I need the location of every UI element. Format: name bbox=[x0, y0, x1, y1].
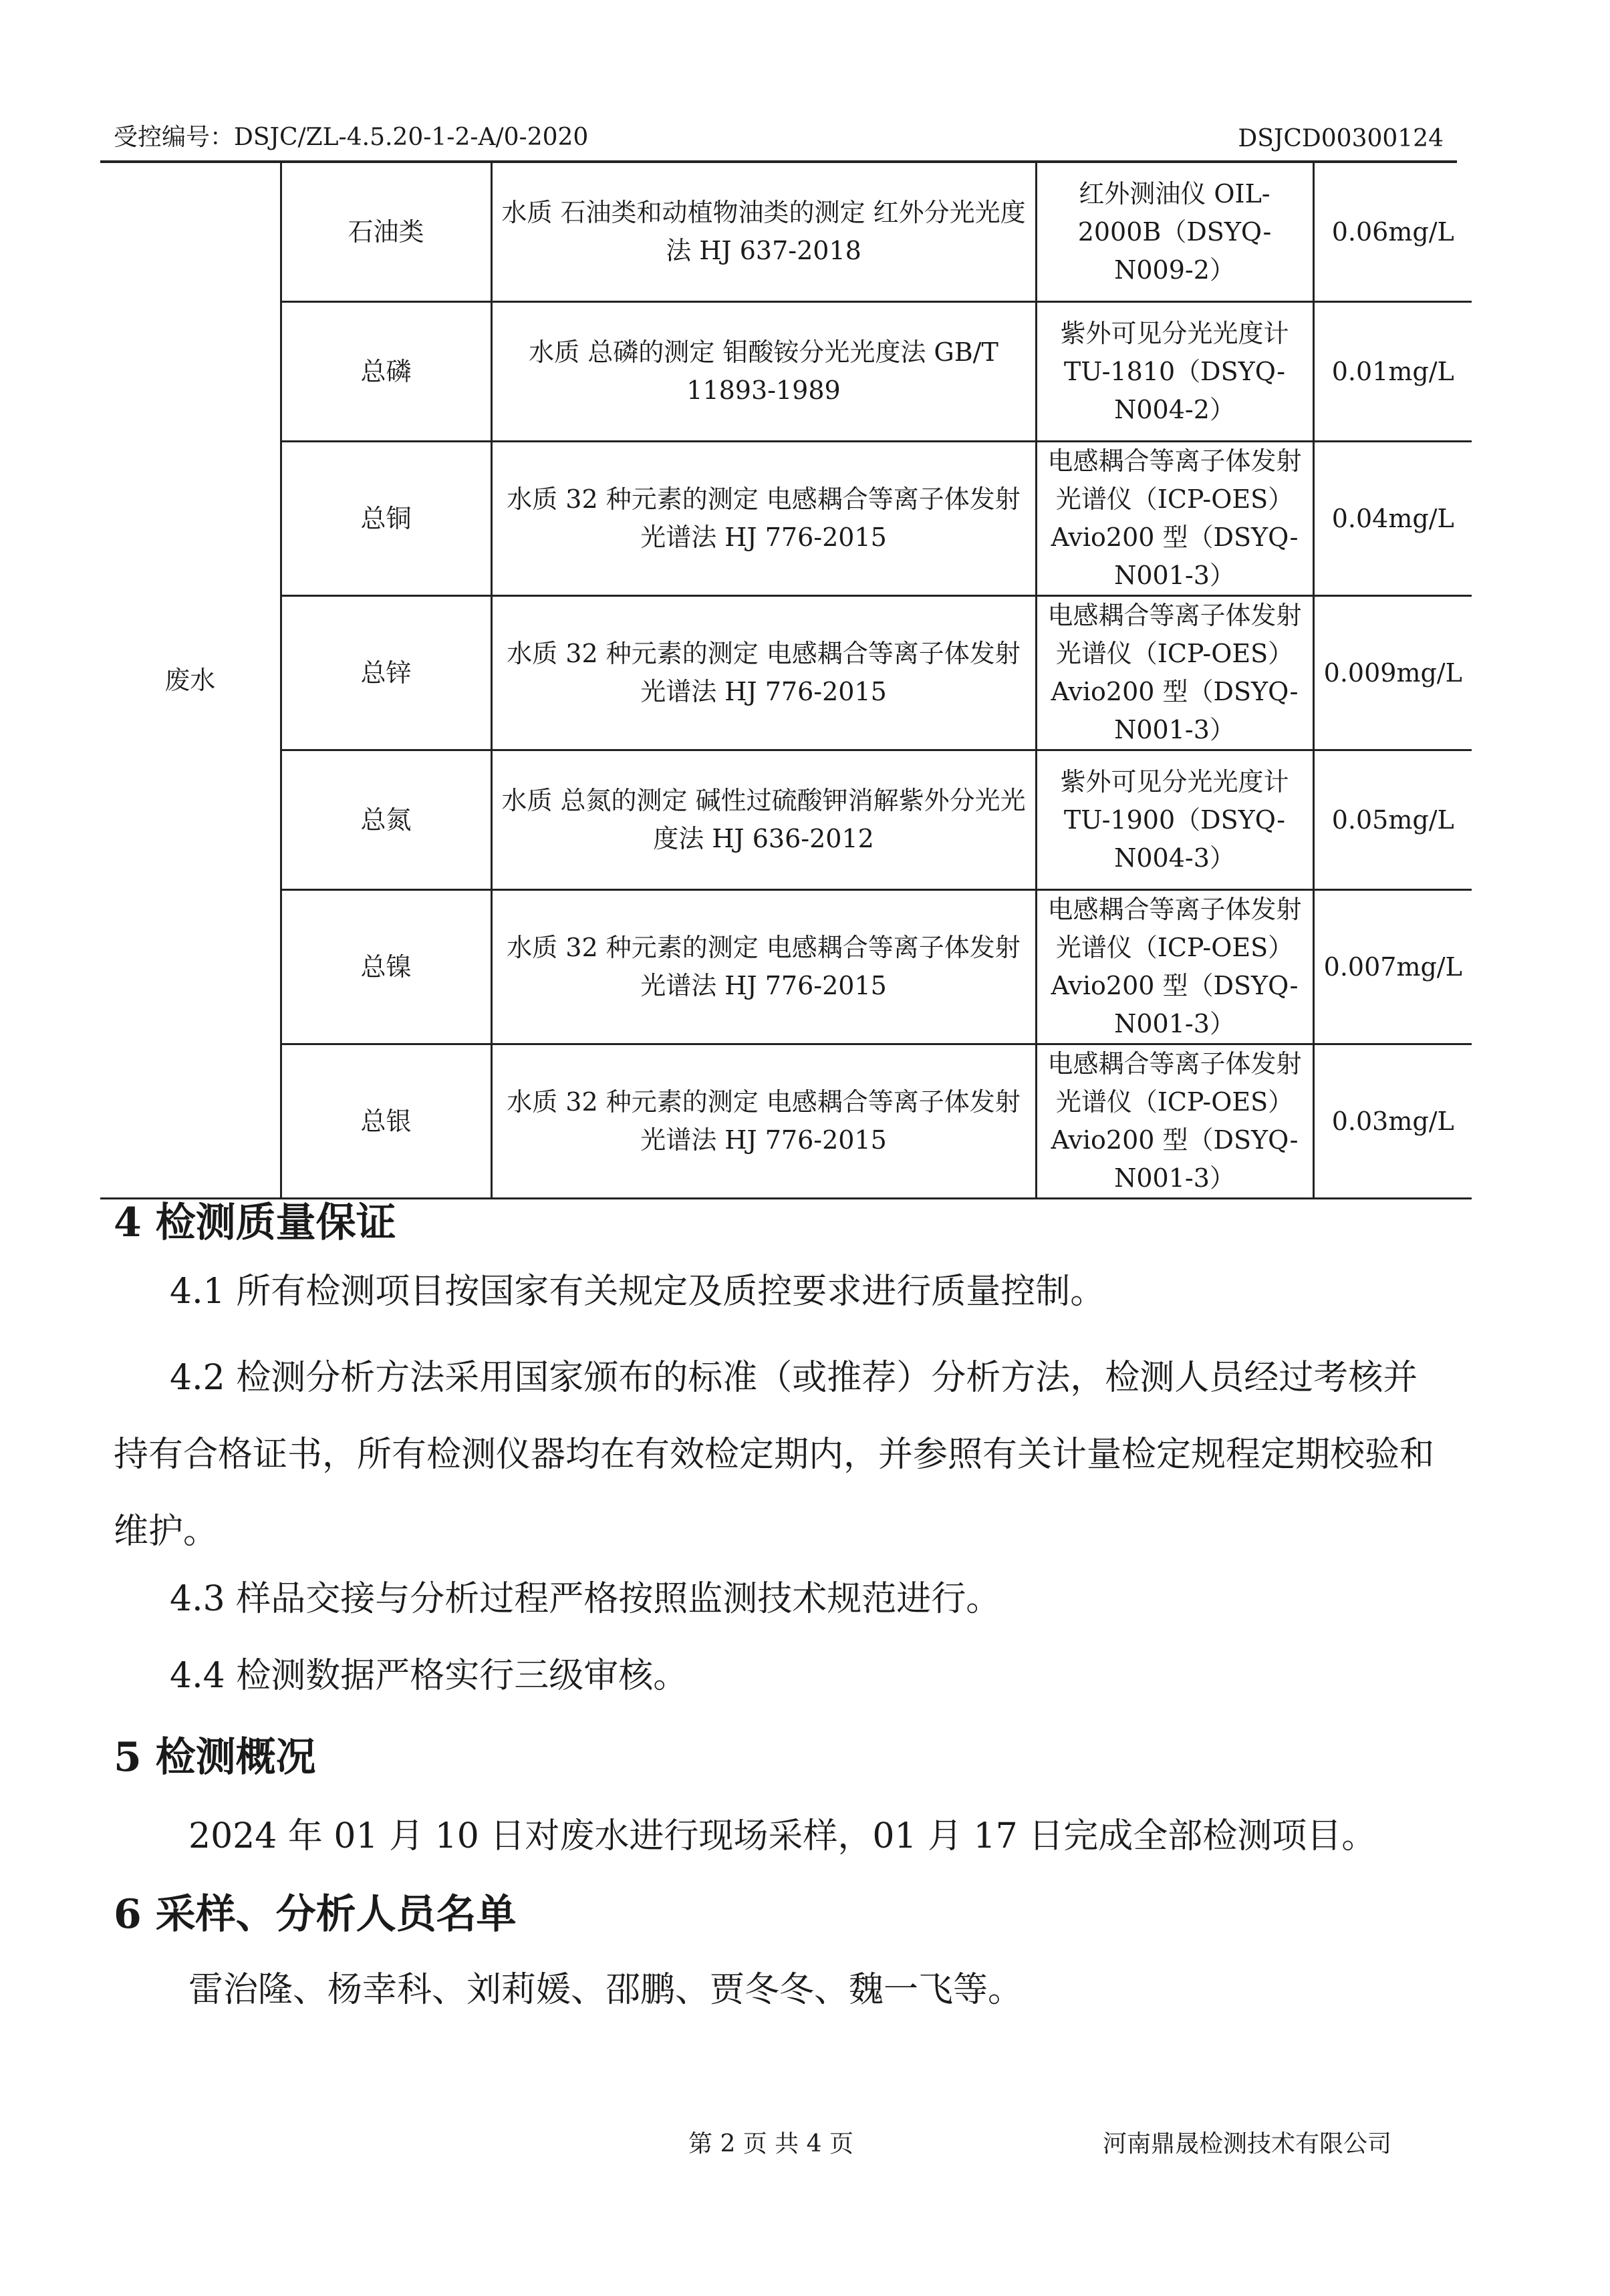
limit-cell: 0.03mg/L bbox=[1313, 1044, 1472, 1199]
method-cell: 水质 32 种元素的测定 电感耦合等离子体发射光谱法 HJ 776-2015 bbox=[491, 442, 1036, 596]
table-row bbox=[100, 1044, 1472, 1199]
method-table bbox=[100, 163, 1472, 1199]
item-cell: 石油类 bbox=[281, 163, 491, 302]
method-cell: 水质 32 种元素的测定 电感耦合等离子体发射光谱法 HJ 776-2015 bbox=[491, 890, 1036, 1044]
table-row bbox=[100, 163, 1472, 302]
item-cell: 总镍 bbox=[281, 890, 491, 1044]
instrument-cell: 电感耦合等离子体发射光谱仪（ICP-OES） Avio200 型（DSYQ-N001-3） bbox=[1036, 890, 1313, 1044]
item-cell: 总锌 bbox=[281, 596, 491, 750]
category-cell: 废水 bbox=[100, 163, 281, 1199]
table-row bbox=[100, 890, 1472, 1044]
company-name: 河南鼎晟检测技术有限公司 bbox=[1103, 2130, 1392, 2158]
section-4-1: 4.1 所有检测项目按国家有关规定及质控要求进行质量控制。 bbox=[170, 1272, 1105, 1312]
section-6-1: 雷治隆、杨幸科、刘莉媛、邵鹏、贾冬冬、魏一飞等。 bbox=[188, 1970, 1023, 2010]
instrument-cell: 电感耦合等离子体发射光谱仪（ICP-OES） Avio200 型（DSYQ-N001-3） bbox=[1036, 596, 1313, 750]
section-5-1: 2024 年 01 月 10 日对废水进行现场采样，01 月 17 日完成全部检测项目。 bbox=[188, 1816, 1377, 1856]
item-cell: 总氮 bbox=[281, 750, 491, 890]
instrument-cell: 紫外可见分光光度计 TU-1900（DSYQ-N004-3） bbox=[1036, 750, 1313, 890]
method-cell: 水质 32 种元素的测定 电感耦合等离子体发射光谱法 HJ 776-2015 bbox=[491, 596, 1036, 750]
section-5-title: 5 检测概况 bbox=[114, 1734, 316, 1781]
instrument-cell: 红外测油仪 OIL-2000B（DSYQ-N009-2） bbox=[1036, 163, 1313, 302]
item-cell: 总磷 bbox=[281, 302, 491, 442]
limit-cell: 0.009mg/L bbox=[1313, 596, 1472, 750]
section-6-title: 6 采样、分析人员名单 bbox=[114, 1891, 517, 1938]
section-4-title: 4 检测质量保证 bbox=[114, 1199, 396, 1246]
section-4-3: 4.3 样品交接与分析过程严格按照监测技术规范进行。 bbox=[170, 1579, 1001, 1619]
item-cell: 总铜 bbox=[281, 442, 491, 596]
method-cell: 水质 32 种元素的测定 电感耦合等离子体发射光谱法 HJ 776-2015 bbox=[491, 1044, 1036, 1199]
table-row bbox=[100, 442, 1472, 596]
control-number: 受控编号：DSJC/ZL-4.5.20-1-2-A/0-2020 bbox=[114, 124, 589, 151]
table-row bbox=[100, 596, 1472, 750]
section-4-4: 4.4 检测数据严格实行三级审核。 bbox=[170, 1656, 688, 1696]
method-cell: 水质 总氮的测定 碱性过硫酸钾消解紫外分光光度法 HJ 636-2012 bbox=[491, 750, 1036, 890]
limit-cell: 0.06mg/L bbox=[1313, 163, 1472, 302]
limit-cell: 0.01mg/L bbox=[1313, 302, 1472, 442]
item-cell: 总银 bbox=[281, 1044, 491, 1199]
instrument-cell: 紫外可见分光光度计 TU-1810（DSYQ-N004-2） bbox=[1036, 302, 1313, 442]
table-row bbox=[100, 302, 1472, 442]
page-number: 第 2 页 共 4 页 bbox=[688, 2130, 854, 2158]
limit-cell: 0.05mg/L bbox=[1313, 750, 1472, 890]
page-header bbox=[114, 108, 1444, 152]
method-cell: 水质 石油类和动植物油类的测定 红外分光光度法 HJ 637-2018 bbox=[491, 163, 1036, 302]
document-code: DSJCD00300124 bbox=[1238, 125, 1444, 152]
table-row bbox=[100, 750, 1472, 890]
instrument-cell: 电感耦合等离子体发射光谱仪（ICP-OES） Avio200 型（DSYQ-N001-3） bbox=[1036, 442, 1313, 596]
limit-cell: 0.007mg/L bbox=[1313, 890, 1472, 1044]
instrument-cell: 电感耦合等离子体发射光谱仪（ICP-OES） Avio200 型（DSYQ-N001-3） bbox=[1036, 1044, 1313, 1199]
section-4-2: 4.2 检测分析方法采用国家颁布的标准（或推荐）分析方法，检测人员经过考核并持有合格证书，所有检测仪器均在有效检定期内，并参照有关计量检定规程定期校验和维护。 bbox=[114, 1358, 1435, 1552]
method-cell: 水质 总磷的测定 钼酸铵分光光度法 GB/T 11893-1989 bbox=[491, 302, 1036, 442]
limit-cell: 0.04mg/L bbox=[1313, 442, 1472, 596]
